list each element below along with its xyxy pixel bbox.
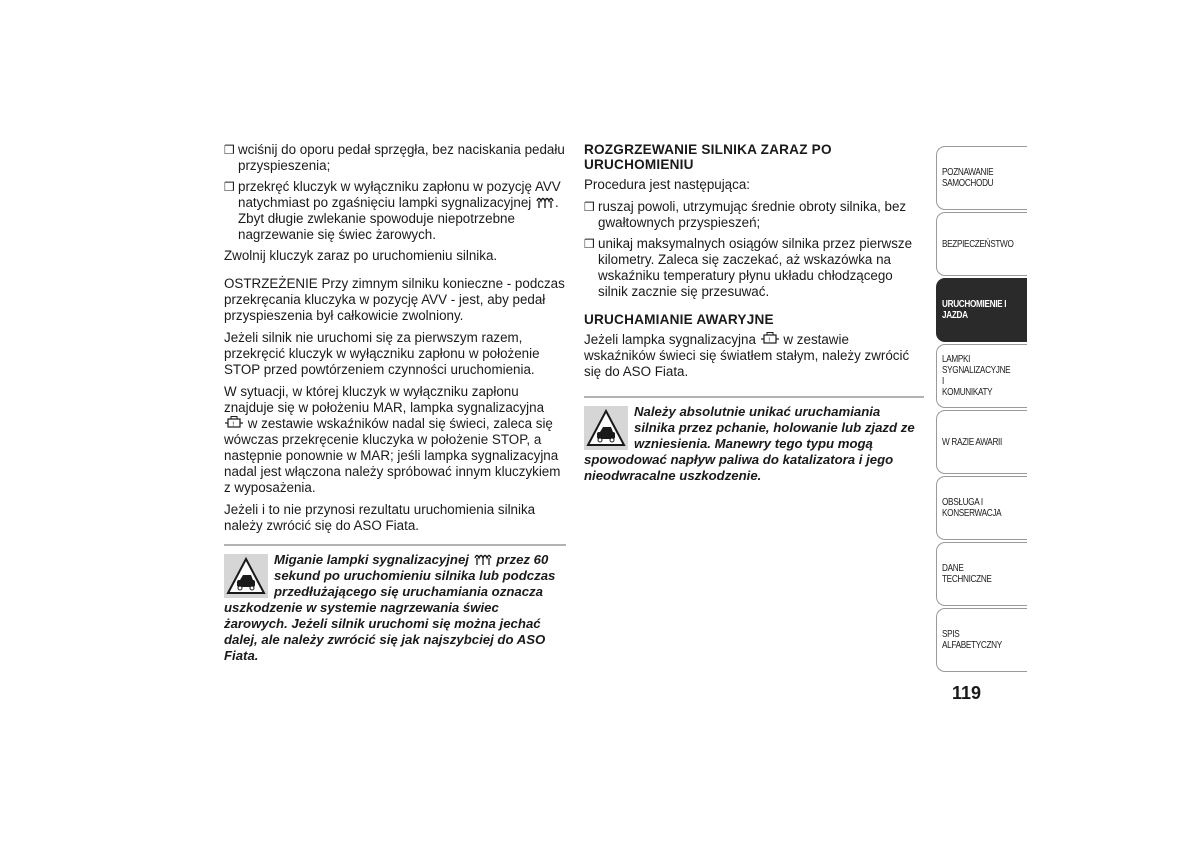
warning-text-cont: przez 60 sekund po uruchomieniu silnika lub podczas przedłużającego się uruchamiania oznacza uszkodzenie w systemie nagrzewania świec żarowych. Jeżeli silnik uruchomi się można jechać dalej, ale należy zwrócić się jak najszybciej do ASO Fiata. — [224, 552, 556, 663]
section-heading: URUCHAMIANIE AWARYJNE — [584, 312, 774, 327]
warning-text: Miganie lampki sygnalizacyjnej — [274, 552, 469, 567]
paragraph: Jeżeli silnik nie uruchomi się za pierwszym razem, przekręcić kluczyk w wyłączniku zapłonu w położenie STOP przed powtórzeniem czynności uruchomienia. — [224, 330, 540, 377]
warning-triangle-icon — [224, 554, 268, 598]
list-item — [224, 142, 566, 174]
tab-lampki-sygnalizacyjne[interactable]: LAMPKI SYGNALIZACYJNE I KOMUNIKATY — [936, 344, 1027, 408]
bullet-text: ruszaj powoli, utrzymując średnie obroty silnika, bez gwałtownych przyspieszeń; — [598, 199, 907, 230]
tab-poznawanie-samochodu[interactable]: POZNAWANIE SAMOCHODU — [936, 146, 1027, 210]
paragraph: Jeżeli i to nie przynosi rezultatu uruchomienia silnika należy zwrócić się do ASO Fiata. — [224, 502, 536, 533]
bullet-text: wciśnij do oporu pedał sprzęgła, bez naciskania pedału przyspieszenia; — [238, 142, 565, 173]
tab-obsluga-i-konserwacja[interactable]: OBSŁUGA I KONSERWACJA — [936, 476, 1027, 540]
tab-bezpieczenstwo[interactable]: BEZPIECZEŃSTWO — [936, 212, 1027, 276]
engine-fault-icon — [224, 416, 244, 430]
checkbox-bullet-icon: ❒ — [584, 237, 595, 251]
warning-box — [584, 396, 924, 484]
bullet-text-cont: . Zbyt długie zwlekanie spowoduje niepotrzebne nagrzewanie się świec żarowych. — [238, 195, 559, 242]
list-item — [584, 199, 924, 231]
paragraph — [224, 384, 566, 496]
bullet-text: unikaj maksymalnych osiągów silnika przez pierwsze kilometry. Zaleca się zaczekać, aż wskazówka na wskaźniku temperatury płynu układu chłodzącego silnik zacznie się przesuwać. — [598, 236, 913, 299]
bullet-text: przekręć kluczyk w wyłączniku zapłonu w pozycję AVV natychmiast po zgaśnięciu lampki sygnalizacyjnej — [238, 179, 561, 210]
left-column — [224, 142, 566, 664]
checkbox-bullet-icon: ❒ — [584, 200, 595, 214]
list-item — [224, 179, 566, 243]
paragraph-warning-note: OSTRZEŻENIE Przy zimnym silniku konieczne - podczas przekręcania kluczyka w pozycję AVV - jest, aby pedał przyspieszenia był całkowicie zwolniony. — [224, 276, 565, 323]
paragraph — [584, 332, 924, 380]
section-heading: ROZGRZEWANIE SILNIKA ZARAZ PO URUCHOMIENIU — [584, 142, 832, 172]
page-number: 119 — [952, 683, 982, 703]
checkbox-bullet-icon: ❒ — [224, 180, 235, 194]
paragraph-text: Jeżeli lampka sygnalizacyjna — [584, 332, 756, 347]
warning-box — [224, 544, 566, 664]
right-column — [584, 142, 924, 484]
paragraph-text-cont: w zestawie wskaźników nadal się świeci, zaleca się wówczas przekręcenie kluczyka w położenie STOP, a następnie ponownie w MAR; jeśli lampka sygnalizacyjna nadal jest włączona należy spróbować innym kluczykiem z wyposażenia. — [224, 416, 561, 495]
tab-uruchomienie-i-jazda[interactable]: URUCHOMIENIE I JAZDA — [936, 278, 1027, 342]
chapter-tabs — [936, 146, 1027, 674]
paragraph: Zwolnij kluczyk zaraz po uruchomieniu silnika. — [224, 248, 498, 263]
paragraph: Procedura jest następująca: — [584, 177, 750, 192]
engine-fault-icon — [760, 332, 780, 346]
tab-w-razie-awarii[interactable]: W RAZIE AWARII — [936, 410, 1027, 474]
paragraph-text-cont: w zestawie wskaźników świeci się światłem stałym, należy zwrócić się do ASO Fiata. — [584, 332, 910, 379]
tab-dane-techniczne[interactable]: DANE TECHNICZNE — [936, 542, 1027, 606]
svg-text:!: ! — [767, 337, 771, 344]
glow-plug-icon — [535, 195, 555, 209]
warning-text: Należy absolutnie unikać uruchamiania silnika przez pchanie, holowanie lub zjazd ze wzniesienia. Manewry tego typu mogą spowodować napływ paliwa do katalizatora i jego nieodwracalne uszkodzenie. — [584, 404, 915, 483]
warning-triangle-icon — [584, 406, 628, 450]
paragraph-text: W sytuacji, w której kluczyk w wyłączniku zapłonu znajduje się w położeniu MAR, lampka sygnalizacyjna — [224, 384, 545, 415]
glow-plug-icon — [473, 552, 493, 566]
checkbox-bullet-icon: ❒ — [224, 143, 235, 157]
tab-spis-alfabetyczny[interactable]: SPIS ALFABETYCZNY — [936, 608, 1027, 672]
svg-text:!: ! — [232, 421, 235, 428]
list-item — [584, 236, 924, 300]
